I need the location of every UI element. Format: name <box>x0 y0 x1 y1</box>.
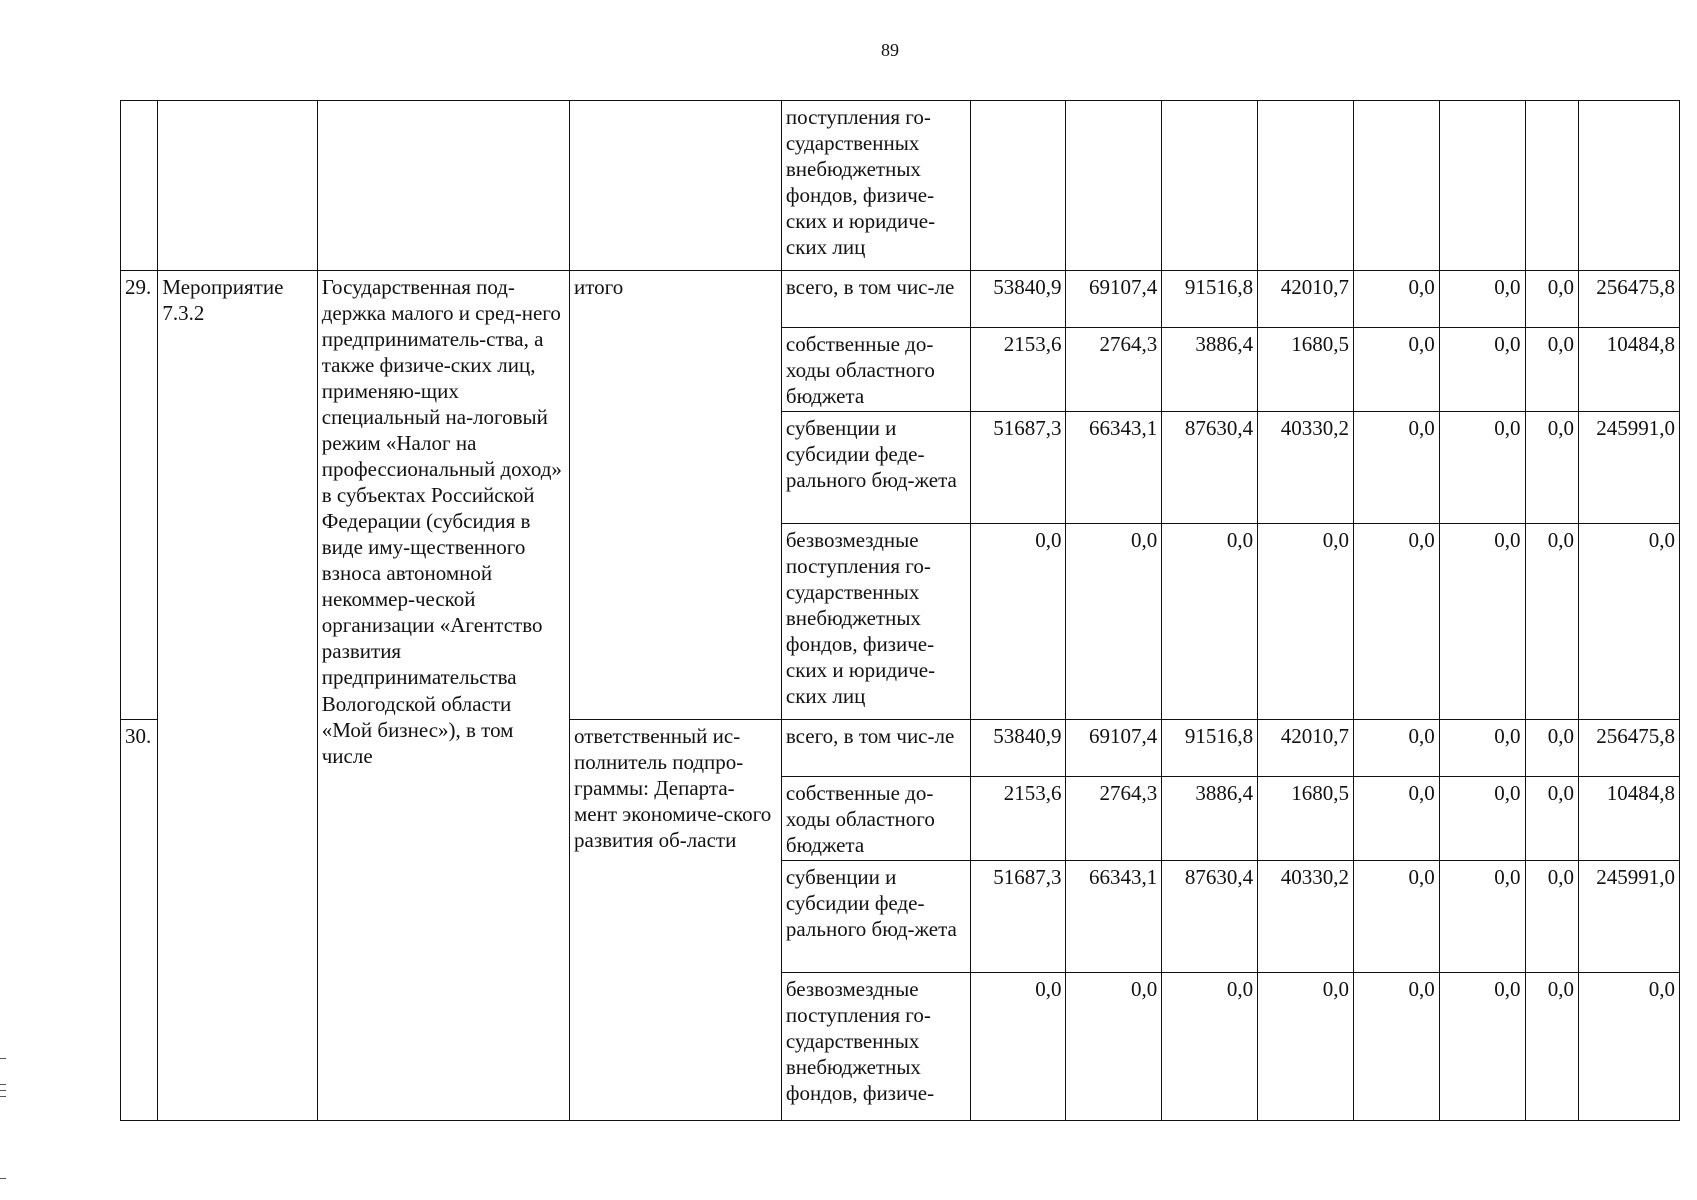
total-cell: 256475,8 <box>1579 720 1680 777</box>
funding-source: безвозмездные поступления го-сударственных внебюджетных фондов, физиче-ских и юридиче-ских лиц <box>781 524 970 720</box>
funding-source: всего, в том чис-ле <box>781 720 970 777</box>
value-cell: 0,0 <box>970 524 1066 720</box>
value-cell: 2153,6 <box>970 777 1066 861</box>
cell-empty <box>1162 101 1258 271</box>
cell-empty <box>1258 101 1354 271</box>
value-cell: 0,0 <box>970 973 1066 1121</box>
cell-empty <box>121 101 158 271</box>
value-cell: 51687,3 <box>970 861 1066 973</box>
activity-number: Мероприятие 7.3.2 <box>158 271 317 1121</box>
value-cell: 0,0 <box>1439 973 1525 1121</box>
funding-source: поступления го-сударственных внебюджетных фондов, физиче-ских и юридиче-ских лиц <box>781 101 970 271</box>
value-cell: 0,0 <box>1525 328 1578 412</box>
value-cell: 3886,4 <box>1162 777 1258 861</box>
total-cell: 10484,8 <box>1579 328 1680 412</box>
value-cell: 91516,8 <box>1162 720 1258 777</box>
value-cell: 0,0 <box>1354 412 1440 524</box>
value-cell: 66343,1 <box>1066 861 1162 973</box>
value-cell: 2153,6 <box>970 328 1066 412</box>
cell-empty <box>158 101 317 271</box>
executor-name: итого <box>570 271 782 720</box>
total-cell: 0,0 <box>1579 524 1680 720</box>
value-cell: 0,0 <box>1354 861 1440 973</box>
funding-source: собственные до-ходы областного бюджета <box>781 777 970 861</box>
value-cell: 2764,3 <box>1066 328 1162 412</box>
table-row <box>121 101 1680 271</box>
value-cell: 2764,3 <box>1066 777 1162 861</box>
value-cell: 87630,4 <box>1162 412 1258 524</box>
scan-margin-mark <box>0 1090 6 1091</box>
value-cell: 0,0 <box>1439 271 1525 328</box>
value-cell: 0,0 <box>1439 524 1525 720</box>
cell-empty <box>1525 101 1578 271</box>
value-cell: 0,0 <box>1439 777 1525 861</box>
row-index: 29. <box>121 271 158 720</box>
scan-margin-mark <box>0 1084 6 1085</box>
value-cell: 0,0 <box>1258 524 1354 720</box>
funding-source: субвенции и субсидии феде-рального бюд-жета <box>781 861 970 973</box>
cell-empty <box>570 101 782 271</box>
value-cell: 91516,8 <box>1162 271 1258 328</box>
value-cell: 42010,7 <box>1258 720 1354 777</box>
funding-source: субвенции и субсидии феде-рального бюд-жета <box>781 412 970 524</box>
value-cell: 69107,4 <box>1066 271 1162 328</box>
cell-empty <box>317 101 569 271</box>
value-cell: 0,0 <box>1525 973 1578 1121</box>
value-cell: 0,0 <box>1354 973 1440 1121</box>
value-cell: 0,0 <box>1525 271 1578 328</box>
value-cell: 0,0 <box>1525 720 1578 777</box>
scan-margin-mark <box>0 1096 6 1097</box>
value-cell: 0,0 <box>1354 524 1440 720</box>
value-cell: 0,0 <box>1258 973 1354 1121</box>
value-cell: 40330,2 <box>1258 861 1354 973</box>
value-cell: 51687,3 <box>970 412 1066 524</box>
funding-source: всего, в том чис-ле <box>781 271 970 328</box>
row-index: 30. <box>121 720 158 1121</box>
value-cell: 53840,9 <box>970 271 1066 328</box>
value-cell: 0,0 <box>1162 973 1258 1121</box>
funding-source: собственные до-ходы областного бюджета <box>781 328 970 412</box>
value-cell: 53840,9 <box>970 720 1066 777</box>
total-cell: 245991,0 <box>1579 861 1680 973</box>
value-cell: 42010,7 <box>1258 271 1354 328</box>
value-cell: 87630,4 <box>1162 861 1258 973</box>
executor-name: ответственный ис-полнитель подпро-граммы: Департа-мент экономиче-ского развития об-ласти <box>570 720 782 1121</box>
total-cell: 10484,8 <box>1579 777 1680 861</box>
cell-empty <box>1439 101 1525 271</box>
value-cell: 66343,1 <box>1066 412 1162 524</box>
value-cell: 0,0 <box>1525 777 1578 861</box>
value-cell: 40330,2 <box>1258 412 1354 524</box>
cell-empty <box>970 101 1066 271</box>
cell-empty <box>1354 101 1440 271</box>
total-cell: 0,0 <box>1579 973 1680 1121</box>
value-cell: 1680,5 <box>1258 328 1354 412</box>
value-cell: 0,0 <box>1066 524 1162 720</box>
activity-title: Государственная под-держка малого и сред-него предприниматель-ства, а также физиче-ских лиц, применяю-щих специальный на-логовый режим «Налог на профессиональный доход» в субъектах Российской Федерации (субсидия в виде иму-щественного взноса автономной некоммер-ческой организации «Агентство развития предпринимательства Вологодской области «Мой бизнес»), в том числе <box>317 271 569 1121</box>
value-cell: 0,0 <box>1439 861 1525 973</box>
value-cell: 69107,4 <box>1066 720 1162 777</box>
value-cell: 0,0 <box>1354 328 1440 412</box>
value-cell: 0,0 <box>1354 777 1440 861</box>
value-cell: 0,0 <box>1354 720 1440 777</box>
value-cell: 0,0 <box>1525 524 1578 720</box>
value-cell: 1680,5 <box>1258 777 1354 861</box>
value-cell: 3886,4 <box>1162 328 1258 412</box>
page-number: 89 <box>881 40 899 60</box>
value-cell: 0,0 <box>1162 524 1258 720</box>
budget-table <box>120 100 1680 1121</box>
scan-margin-mark <box>0 1058 6 1059</box>
total-cell: 245991,0 <box>1579 412 1680 524</box>
value-cell: 0,0 <box>1066 973 1162 1121</box>
scan-margin-mark <box>0 1178 6 1179</box>
value-cell: 0,0 <box>1525 861 1578 973</box>
cell-empty <box>1579 101 1680 271</box>
value-cell: 0,0 <box>1439 720 1525 777</box>
cell-empty <box>1066 101 1162 271</box>
value-cell: 0,0 <box>1439 328 1525 412</box>
total-cell: 256475,8 <box>1579 271 1680 328</box>
value-cell: 0,0 <box>1354 271 1440 328</box>
value-cell: 0,0 <box>1439 412 1525 524</box>
funding-source: безвозмездные поступления го-сударственных внебюджетных фондов, физиче- <box>781 973 970 1121</box>
value-cell: 0,0 <box>1525 412 1578 524</box>
table-row <box>121 271 1680 328</box>
